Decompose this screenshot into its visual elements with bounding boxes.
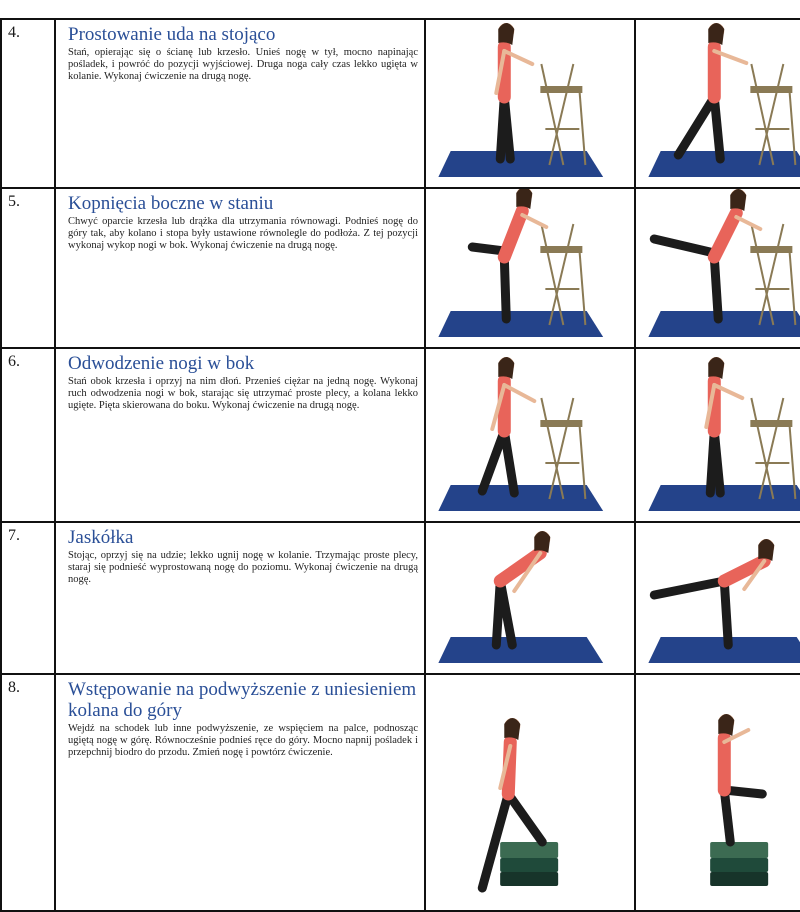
exercise-instructions: Chwyć oparcie krzesła lub drążka dla utrzymania równowagi. Podnieś nogę do góry tak, aby kolano i stopa były ustawione równolegle do podłoża. Z tej pozycji wykonaj wykop nogi w bok. Wykonaj ćwiczenie na drugą nogę.: [68, 216, 418, 251]
exercise-number: 4.: [1, 19, 55, 188]
exercise-illustration: [426, 675, 632, 910]
exercise-row: [1, 674, 800, 911]
exercise-row: [1, 188, 800, 348]
exercise-title: Prostowanie uda na stojąco: [68, 24, 276, 45]
chair: [751, 398, 795, 499]
exercise-instructions: Stań obok krzesła i oprzyj na nim dłoń. Przenieś ciężar na jedną nogę. Wykonaj ruch odwodzenia nogi w bok, starając się utrzymać proste plecy, a kolana lekko ugięte. Pięta skierowana do boku. Wykonaj ćwiczenie na drugą nogę.: [68, 376, 418, 411]
exercise-description-cell: [55, 19, 425, 188]
exercise-illustration: [636, 189, 800, 347]
exercise-title: Odwodzenie nogi w bok: [68, 353, 255, 374]
exercise-illustration: [426, 349, 632, 521]
exercise-title: Wstępowanie na podwyższenie z uniesieniem kolana do góry: [68, 679, 417, 721]
exercise-description-cell: [55, 348, 425, 522]
exercising-woman-figure: [654, 189, 760, 319]
exercise-row: [1, 348, 800, 522]
exercise-photo-start: [425, 522, 635, 674]
exercise-photo-start: [425, 188, 635, 348]
exercise-row: [1, 522, 800, 674]
chair: [751, 224, 795, 325]
exercise-photo-start: [425, 19, 635, 188]
aerobic-step: [500, 842, 558, 886]
exercise-photo-end: [635, 348, 800, 522]
exercise-title: Kopnięcia boczne w staniu: [68, 193, 274, 214]
exercise-instructions: Stań, opierając się o ścianę lub krzesło. Unieś nogę w tył, mocno napinając pośladek, i powróć do pozycji wyjściowej. Druga noga cały czas lekko ugięta w kolanie. Wykonaj ćwiczenie na drugą nogę.: [68, 47, 418, 82]
exercising-woman-figure: [718, 714, 762, 842]
exercise-photo-end: [635, 522, 800, 674]
exercising-woman-figure: [496, 23, 532, 159]
chair: [751, 64, 795, 165]
exercise-illustration: [636, 523, 800, 673]
exercise-title: Jaskółka: [68, 527, 134, 548]
exercise-instructions: Wejdź na schodek lub inne podwyższenie, ze wspięciem na palce, podnosząc ugiętą nogę w górę. Równocześnie podnieś ręce do góry. Mocno napnij pośladek i przepchnij biodro do przodu. Zmień nogę i powtórz ćwiczenie.: [68, 723, 418, 758]
exercise-photo-start: [425, 348, 635, 522]
exercise-mat: [438, 311, 603, 337]
exercise-illustration: [636, 675, 800, 910]
exercise-illustration: [426, 189, 632, 347]
exercising-woman-figure: [472, 189, 546, 319]
exercise-description-cell: [55, 188, 425, 348]
exercise-illustration: [636, 349, 800, 521]
chair: [541, 64, 585, 165]
aerobic-step: [710, 842, 768, 886]
exercising-woman-figure: [482, 357, 534, 493]
exercise-number: 6.: [1, 348, 55, 522]
exercise-number: 7.: [1, 522, 55, 674]
exercise-description-cell: [55, 674, 425, 911]
exercise-photo-end: [635, 188, 800, 348]
exercise-table: [0, 18, 800, 912]
exercise-photo-end: [635, 19, 800, 188]
exercise-illustration: [426, 523, 632, 673]
exercise-mat: [438, 637, 603, 663]
chair: [541, 398, 585, 499]
exercising-woman-figure: [654, 539, 774, 645]
exercising-woman-figure: [706, 357, 742, 493]
exercise-photo-start: [425, 674, 635, 911]
exercise-mat: [648, 311, 800, 337]
exercise-mat: [438, 485, 603, 511]
exercise-illustration: [426, 20, 632, 187]
exercise-mat: [438, 151, 603, 177]
exercising-woman-figure: [496, 531, 550, 645]
exercise-description-cell: [55, 522, 425, 674]
exercise-number: 8.: [1, 674, 55, 911]
exercise-instructions: Stojąc, oprzyj się na udzie; lekko ugnij nogę w kolanie. Trzymając proste plecy, staraj się podnieść wyprostowaną nogę do poziomu. Wykonaj ćwiczenie na drugą nogę.: [68, 550, 418, 585]
exercising-woman-figure: [678, 23, 746, 159]
exercise-illustration: [636, 20, 800, 187]
chair: [541, 224, 585, 325]
exercise-number: 5.: [1, 188, 55, 348]
exercise-row: [1, 19, 800, 188]
exercise-photo-end: [635, 674, 800, 911]
